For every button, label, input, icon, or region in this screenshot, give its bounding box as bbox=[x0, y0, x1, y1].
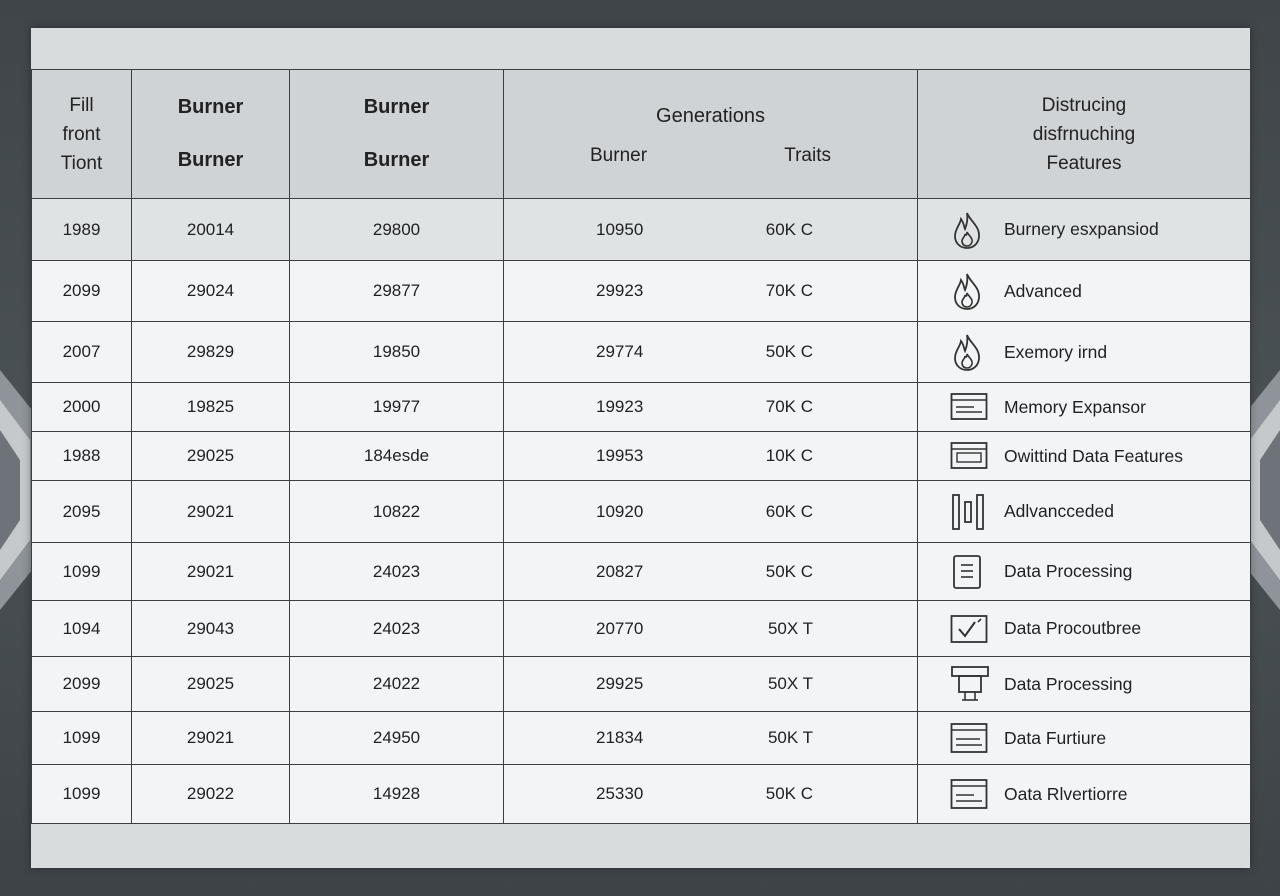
column-header-fill-front[interactable] bbox=[32, 70, 132, 199]
cell-feature bbox=[918, 601, 1251, 657]
table-row[interactable] bbox=[32, 432, 1251, 481]
cell-feature bbox=[918, 383, 1251, 432]
table-row[interactable] bbox=[32, 383, 1251, 432]
cell-gen-burner: 10920 bbox=[596, 501, 644, 521]
header-line: Tiont bbox=[60, 152, 103, 174]
feature-label: Adlvancceded bbox=[1004, 501, 1114, 521]
data-table bbox=[31, 69, 1251, 824]
cell-year: 2099 bbox=[32, 657, 132, 712]
cell-burner-2: 24023 bbox=[290, 543, 504, 601]
table-row[interactable] bbox=[32, 199, 1251, 261]
cell-feature bbox=[918, 712, 1251, 765]
cell-gen-burner: 21834 bbox=[596, 728, 644, 747]
header-line: Burner bbox=[363, 96, 430, 118]
feature-label: Advanced bbox=[1004, 280, 1082, 301]
table-row[interactable] bbox=[32, 765, 1251, 824]
cell-feature bbox=[918, 199, 1251, 261]
cell-generations bbox=[504, 657, 918, 712]
header-line: Burner bbox=[177, 149, 244, 171]
feature-label: Burnery esxpansiod bbox=[1004, 219, 1159, 239]
cell-burner-2: 19850 bbox=[290, 322, 504, 383]
header-line: front bbox=[62, 123, 101, 145]
window-icon bbox=[950, 439, 990, 473]
cell-year: 1099 bbox=[32, 543, 132, 601]
cell-year: 1099 bbox=[32, 765, 132, 824]
cell-generations bbox=[504, 601, 918, 657]
cell-burner-2: 24022 bbox=[290, 657, 504, 712]
window-icon bbox=[950, 777, 990, 811]
bars-icon bbox=[950, 495, 990, 529]
cell-gen-burner: 10950 bbox=[596, 219, 644, 239]
cell-gen-burner: 29774 bbox=[596, 342, 644, 361]
cell-feature bbox=[918, 432, 1251, 481]
cell-burner-1: 29021 bbox=[132, 481, 290, 543]
feature-label: Data Processing bbox=[1004, 673, 1133, 694]
cell-gen-burner: 20827 bbox=[596, 561, 644, 581]
cell-feature bbox=[918, 657, 1251, 712]
table-row[interactable] bbox=[32, 543, 1251, 601]
cell-year: 2095 bbox=[32, 481, 132, 543]
cell-gen-traits: 50K C bbox=[765, 342, 813, 361]
column-header-generations[interactable] bbox=[504, 70, 918, 199]
cell-burner-1: 29043 bbox=[132, 601, 290, 657]
cell-burner-1: 29021 bbox=[132, 543, 290, 601]
cell-generations bbox=[504, 543, 918, 601]
cell-gen-traits: 50X T bbox=[767, 618, 813, 638]
cell-burner-1: 29829 bbox=[132, 322, 290, 383]
checkmark-icon bbox=[950, 612, 990, 646]
table-row[interactable] bbox=[32, 712, 1251, 765]
header-line: Fill bbox=[69, 94, 94, 116]
cell-feature bbox=[918, 481, 1251, 543]
cell-gen-burner: 20770 bbox=[596, 618, 644, 638]
cell-burner-2: 24023 bbox=[290, 601, 504, 657]
document-icon bbox=[950, 555, 990, 589]
server-icon bbox=[950, 667, 990, 701]
cell-gen-traits: 10K C bbox=[765, 446, 813, 465]
table-row[interactable] bbox=[32, 481, 1251, 543]
cell-year: 2007 bbox=[32, 322, 132, 383]
window-icon bbox=[950, 721, 990, 755]
cell-burner-2: 14928 bbox=[290, 765, 504, 824]
cell-year: 1988 bbox=[32, 432, 132, 481]
cell-gen-traits: 70K C bbox=[765, 281, 813, 300]
flame-icon bbox=[950, 274, 990, 308]
cell-burner-2: 19977 bbox=[290, 383, 504, 432]
cell-burner-1: 29025 bbox=[132, 432, 290, 481]
cell-generations bbox=[504, 765, 918, 824]
cell-generations bbox=[504, 261, 918, 322]
cell-year: 2000 bbox=[32, 383, 132, 432]
header-row bbox=[32, 70, 1251, 199]
feature-label: Exemory irnd bbox=[1004, 341, 1108, 362]
header-line: disfrnuching bbox=[1032, 123, 1136, 145]
generations-title: Generations bbox=[656, 105, 765, 127]
cell-burner-2: 29800 bbox=[290, 199, 504, 261]
flame-icon bbox=[950, 213, 990, 247]
cell-year: 1094 bbox=[32, 601, 132, 657]
cell-gen-traits: 50K T bbox=[767, 728, 813, 747]
table-row[interactable] bbox=[32, 657, 1251, 712]
cell-burner-2: 184esde bbox=[290, 432, 504, 481]
cell-burner-2: 24950 bbox=[290, 712, 504, 765]
cell-gen-traits: 60K C bbox=[765, 219, 813, 239]
table-row[interactable] bbox=[32, 322, 1251, 383]
feature-label: Oata Rlvertiorre bbox=[1004, 783, 1128, 804]
cell-burner-1: 29021 bbox=[132, 712, 290, 765]
cell-gen-traits: 70K C bbox=[765, 397, 813, 416]
cell-year: 1099 bbox=[32, 712, 132, 765]
cell-gen-traits: 50K C bbox=[765, 561, 813, 581]
cell-feature bbox=[918, 765, 1251, 824]
header-line: Distrucing bbox=[1041, 94, 1127, 116]
cell-gen-traits: 50K C bbox=[765, 784, 813, 803]
cell-gen-burner: 19953 bbox=[596, 446, 644, 465]
cell-generations bbox=[504, 712, 918, 765]
cell-gen-burner: 25330 bbox=[596, 784, 644, 803]
header-line: Burner bbox=[363, 149, 430, 171]
cell-gen-traits: 50X T bbox=[767, 674, 813, 693]
feature-label: Memory Expansor bbox=[1004, 396, 1146, 417]
cell-burner-2: 10822 bbox=[290, 481, 504, 543]
cell-burner-1: 29025 bbox=[132, 657, 290, 712]
window-icon bbox=[950, 390, 990, 424]
flame-icon bbox=[950, 335, 990, 369]
cell-burner-1: 29024 bbox=[132, 261, 290, 322]
cell-feature bbox=[918, 261, 1251, 322]
cell-feature bbox=[918, 322, 1251, 383]
cell-generations bbox=[504, 432, 918, 481]
cell-burner-1: 29022 bbox=[132, 765, 290, 824]
column-header-burner-2[interactable] bbox=[290, 70, 504, 199]
subheader-burner: Burner bbox=[590, 145, 648, 166]
cell-gen-traits: 60K C bbox=[765, 501, 813, 521]
header-line: Burner bbox=[177, 96, 244, 118]
cell-gen-burner: 29925 bbox=[596, 674, 644, 693]
feature-label: Owittind Data Features bbox=[1004, 445, 1183, 466]
header-line: Features bbox=[1046, 152, 1122, 174]
cell-generations bbox=[504, 481, 918, 543]
cell-generations bbox=[504, 199, 918, 261]
cell-gen-burner: 29923 bbox=[596, 281, 644, 300]
cell-burner-1: 20014 bbox=[132, 199, 290, 261]
feature-label: Data Furtiure bbox=[1004, 727, 1107, 748]
feature-label: Data Procoutbree bbox=[1004, 618, 1142, 638]
table-panel bbox=[31, 28, 1250, 868]
cell-feature bbox=[918, 543, 1251, 601]
cell-year: 1989 bbox=[32, 199, 132, 261]
column-header-burner-1[interactable] bbox=[132, 70, 290, 199]
subheader-traits: Traits bbox=[784, 145, 831, 166]
cell-year: 2099 bbox=[32, 261, 132, 322]
cell-burner-1: 19825 bbox=[132, 383, 290, 432]
column-header-features[interactable] bbox=[918, 70, 1251, 199]
table-row[interactable] bbox=[32, 601, 1251, 657]
cell-burner-2: 29877 bbox=[290, 261, 504, 322]
cell-generations bbox=[504, 322, 918, 383]
feature-label: Data Processing bbox=[1004, 561, 1133, 581]
table-row[interactable] bbox=[32, 261, 1251, 322]
cell-generations bbox=[504, 383, 918, 432]
cell-gen-burner: 19923 bbox=[596, 397, 644, 416]
